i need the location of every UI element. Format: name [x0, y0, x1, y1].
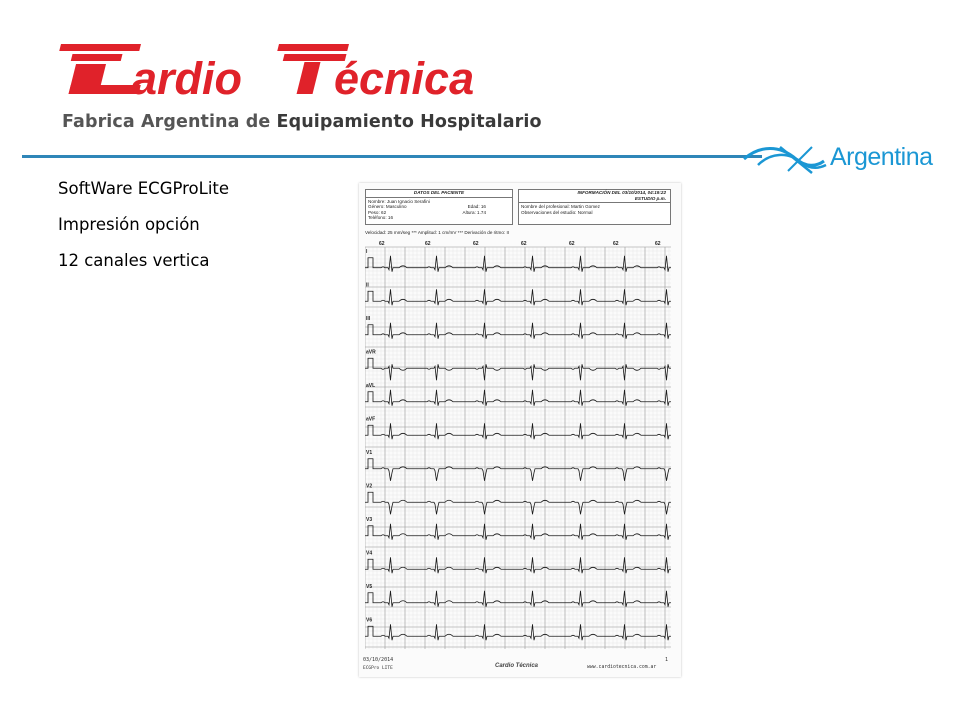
cardio-tecnica-logo	[58, 40, 538, 112]
footer-url: www.cardiotecnica.com.ar	[587, 665, 657, 670]
ecg-printout	[359, 183, 681, 677]
lead-label: V1	[366, 450, 373, 456]
footer-date: 03/10/2014	[363, 657, 394, 663]
patient-age: Edad: 16	[467, 204, 486, 210]
patient-weight: Peso: 62	[368, 209, 387, 215]
ecg-grid-wrap	[365, 239, 671, 654]
tagline-prefix: Fabrica Argentina de	[62, 112, 277, 132]
footer-page: 1	[665, 657, 669, 663]
lead-label: II	[366, 282, 369, 289]
brand-header	[58, 40, 542, 140]
bullet-print-option: Impresión opción	[58, 215, 200, 234]
lead-label: V3	[366, 517, 373, 523]
study-title-line1: INFORMACIÓN DEL	[577, 190, 621, 195]
tagline-strong: Equipamiento Hospitalario	[276, 112, 542, 132]
study-observations: Observaciones del estudio: Normal	[521, 209, 593, 215]
bullet-software: SoftWare ECGProLite	[58, 179, 230, 198]
heart-rate-label: 62	[379, 241, 385, 247]
footer-logo: Cardio Técnica	[495, 663, 539, 669]
patient-phone: Teléfono: 16	[368, 215, 394, 221]
brand-tagline	[62, 112, 542, 132]
study-info-box	[518, 189, 671, 225]
footer-device: ECGPro LITE	[363, 666, 393, 671]
lead-label: V2	[366, 483, 373, 490]
ecg-settings: Velocidad: 25 mm/seg *** Amplitud: 1 cm/mV *** Derivación de ritmo: II	[365, 230, 509, 235]
argentina-badge	[740, 139, 950, 179]
lead-label: aVL	[366, 383, 376, 389]
heart-rate-label: 62	[569, 241, 575, 247]
heart-rate-label: 62	[425, 241, 431, 247]
lead-label: aVF	[366, 416, 376, 423]
bullet-channels: 12 canales vertica	[58, 251, 210, 270]
heart-rate-label: 62	[473, 241, 479, 247]
heart-rate-label: 62	[521, 241, 527, 247]
study-title-line2: ESTUDIO	[634, 195, 656, 201]
heart-rate-label: 62	[613, 241, 619, 247]
heart-rate-label: 62	[655, 241, 661, 247]
study-box-title	[519, 190, 670, 203]
patient-box-title: DATOS DEL PACIENTE	[366, 190, 512, 198]
patient-data-box	[365, 189, 513, 225]
patient-name: Nombre: Juan Ignacio Serafini	[368, 198, 430, 204]
study-professional: Nombre del profesional: Martin Gomez	[521, 204, 600, 210]
lead-label: V5	[366, 584, 373, 590]
study-date-time: 03/10/2014, 04:19:22	[622, 190, 666, 195]
argentina-swoosh-icon	[740, 139, 830, 179]
header-rule	[22, 155, 762, 158]
patient-gender: Género: Masculino	[368, 204, 407, 210]
lead-label: III	[366, 316, 371, 322]
lead-label: V4	[366, 550, 373, 557]
lead-label: aVR	[366, 349, 376, 356]
svg-text:ardio: ardio	[132, 53, 243, 104]
study-ampm: p.m.	[656, 195, 666, 201]
lead-label: I	[366, 249, 368, 255]
argentina-label: Argentina	[830, 143, 933, 171]
svg-text:écnica: écnica	[334, 53, 475, 104]
patient-height: Altura: 1.74	[462, 209, 486, 215]
slide-bullets	[58, 176, 229, 284]
lead-label: V6	[366, 617, 373, 624]
ecg-grid	[365, 239, 671, 649]
